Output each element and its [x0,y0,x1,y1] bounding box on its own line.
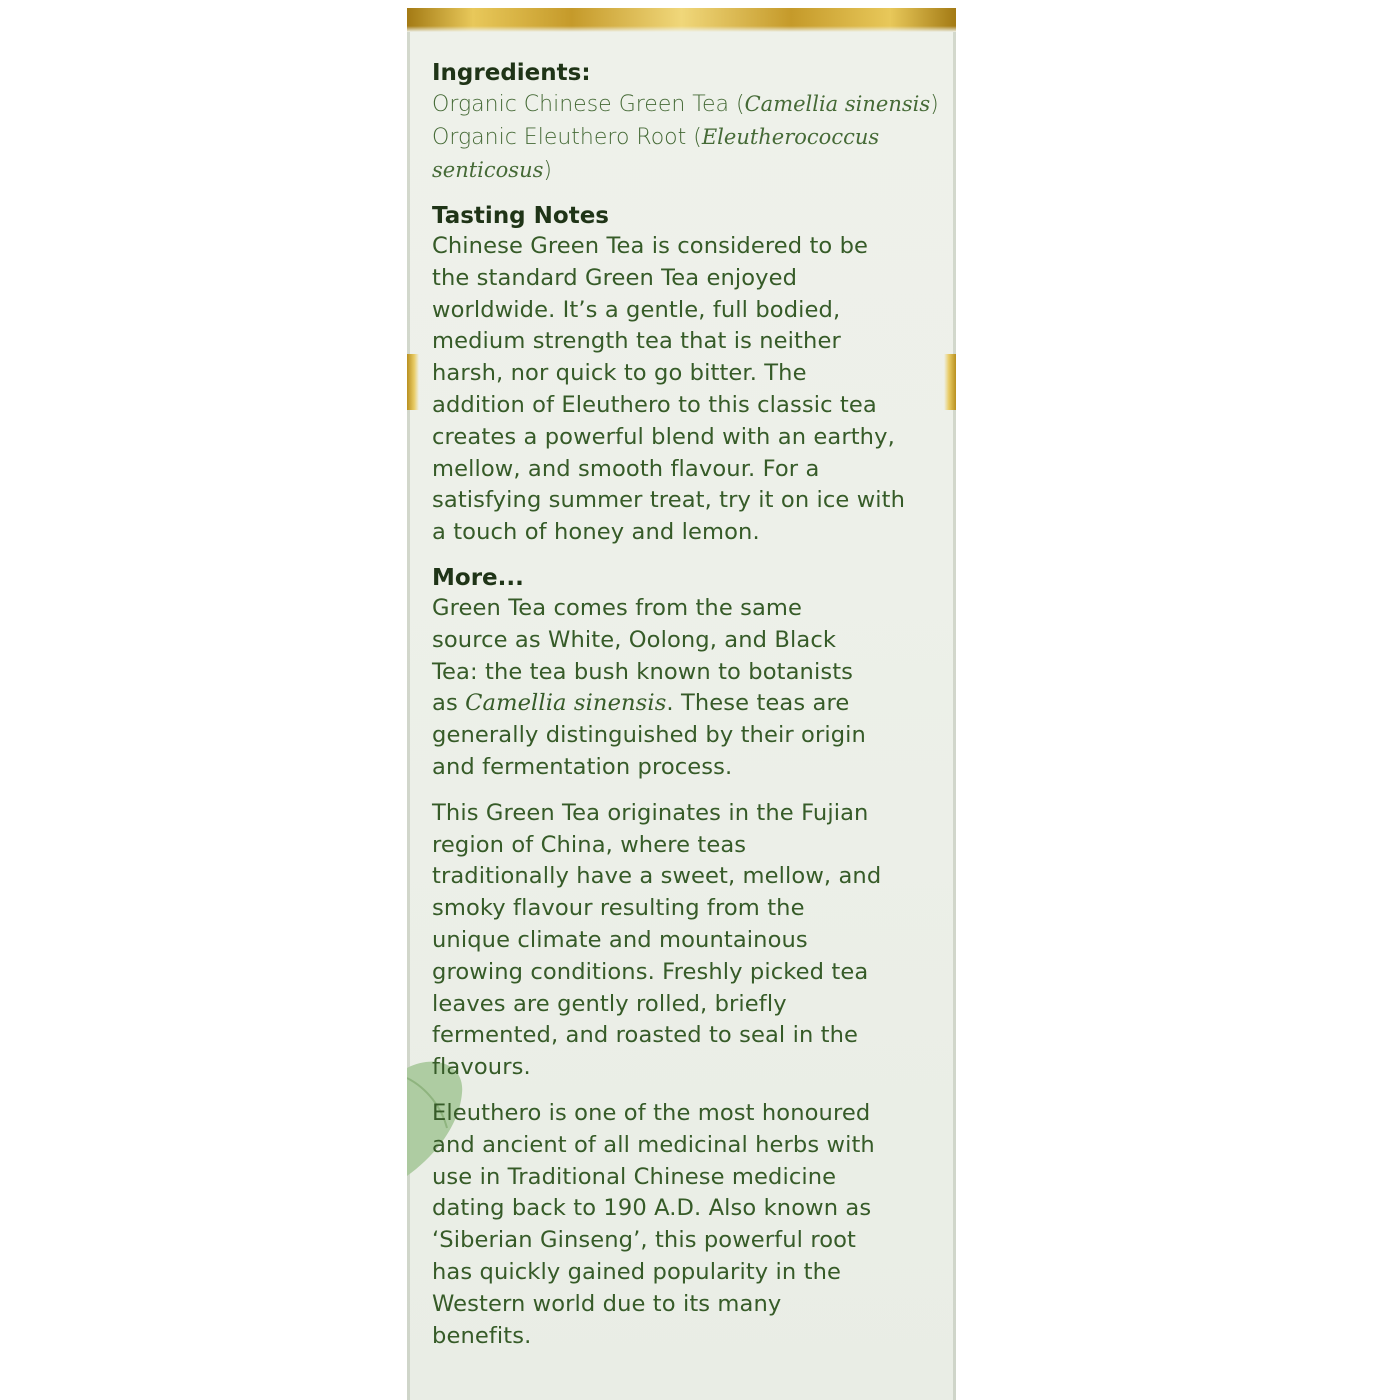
text-line: and ancient of all medicinal herbs with [432,1131,875,1158]
gold-side-mark-right [944,354,956,410]
text-line: Chinese Green Tea is considered to be [432,233,869,259]
text-line: Western world due to its many [432,1290,782,1317]
tasting-notes-paragraph [432,231,932,549]
gold-side-mark-left [407,354,419,410]
more-paragraph-3 [432,1098,932,1352]
text-line: as Camellia sinensis. These teas are [432,690,850,717]
text-line: unique climate and mountainous [432,926,808,953]
ingredient-line-3: senticosus) [432,158,552,183]
text-line: This Green Tea originates in the Fujian [432,799,869,826]
text-line: worldwide. It’s a gentle, full bodied, [432,296,841,323]
more-heading: More... [432,564,524,591]
text-line: has quickly gained popularity in the [432,1258,841,1285]
text-line: generally distinguished by their origin [432,722,866,749]
panel-left-edge [407,8,410,1400]
text-line: satisfying summer treat, try it on ice with [432,487,906,514]
text-line: fermented, and roasted to seal in the [432,1022,859,1049]
ingredients-heading: Ingredients: [432,60,591,86]
text-line: use in Traditional Chinese medicine [432,1163,837,1190]
ingredient-line-2: Organic Eleuthero Root (Eleutherococcus [432,125,880,150]
text-line: leaves are gently rolled, briefly [432,990,787,1017]
more-paragraph-2 [432,798,932,1084]
gold-top-band [407,8,956,32]
text-line: growing conditions. Freshly picked tea [432,958,869,985]
text-line: traditionally have a sweet, mellow, and [432,863,882,890]
text-line: Tea: the tea bush known to botanists [432,658,854,685]
text-line: source as White, Oolong, and Black [432,626,837,653]
text-line: addition of Eleuthero to this classic tea [432,391,877,418]
text-line: the standard Green Tea enjoyed [432,264,798,291]
text-line: Eleuthero is one of the most honoured [432,1099,871,1126]
text-line: Green Tea comes from the same [432,594,803,621]
tasting-notes-heading: Tasting Notes [432,203,609,229]
text-line: ‘Siberian Ginseng’, this powerful root [432,1227,857,1254]
text-line: flavours. [432,1054,531,1081]
panel-text-block [432,58,939,1352]
text-line: smoky flavour resulting from the [432,895,805,922]
text-line: mellow, and smooth flavour. For a [432,455,820,482]
text-line: creates a powerful blend with an earthy, [432,423,895,450]
tea-box-side-panel [407,8,956,1400]
ingredient-line-1: Organic Chinese Green Tea (Camellia sinensis) [432,92,939,117]
text-line: medium strength tea that is neither [432,328,841,355]
text-line: dating back to 190 A.D. Also known as [432,1195,872,1222]
panel-right-edge [953,8,956,1400]
text-line: harsh, nor quick to go bitter. The [432,360,807,387]
text-line: benefits. [432,1322,532,1349]
text-line: region of China, where teas [432,831,747,858]
text-line: and fermentation process. [432,753,733,780]
text-line: a touch of honey and lemon. [432,519,760,546]
more-paragraph-1 [432,593,932,784]
